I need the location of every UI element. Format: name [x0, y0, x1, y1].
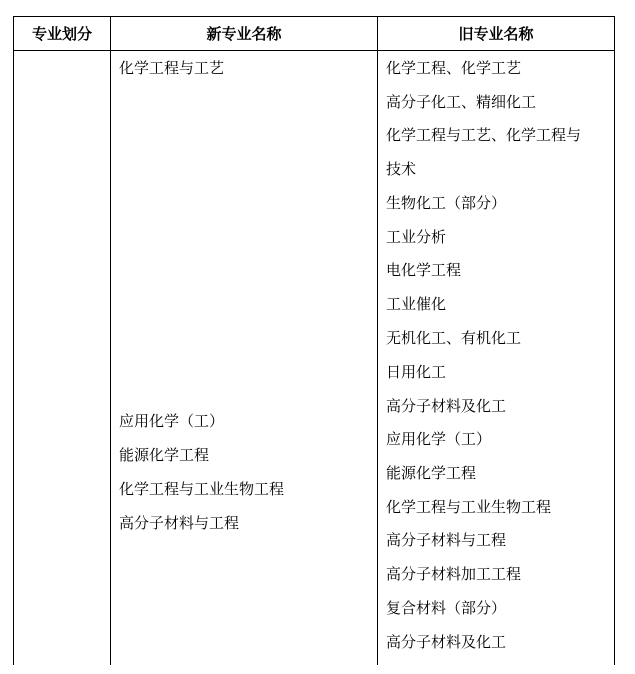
old-name-item: 生物化工（部分） — [386, 194, 507, 212]
old-name-item: 无机化工、有机化工 — [386, 329, 522, 347]
header-category: 专业划分 — [31, 25, 92, 43]
new-name-item: 化学工程与工业生物工程 — [119, 480, 285, 498]
old-name-item: 高分子材料加工工程 — [386, 565, 522, 583]
old-name-item: 工业催化 — [386, 295, 447, 313]
old-name-item: 应用化学（工） — [386, 430, 492, 448]
old-name-item: 高分子材料及化工 — [386, 633, 507, 651]
old-name-item: 技术 — [386, 160, 417, 178]
table-right-border — [614, 16, 615, 665]
table-left-border — [13, 16, 14, 665]
old-name-item: 能源化学工程 — [386, 464, 477, 482]
column-divider-1 — [110, 16, 111, 665]
old-name-item: 电化学工程 — [386, 261, 462, 279]
header-old-name: 旧专业名称 — [458, 25, 534, 43]
old-name-item: 复合材料（部分） — [386, 599, 507, 617]
new-name-item: 化学工程与工艺 — [119, 59, 225, 77]
column-divider-2 — [377, 16, 378, 665]
old-name-item: 化学工程与工业生物工程 — [386, 498, 552, 516]
old-name-item: 高分子材料与工程 — [386, 531, 507, 549]
header-bottom-border — [13, 50, 615, 51]
old-name-item: 高分子材料及化工 — [386, 397, 507, 415]
header-new-name: 新专业名称 — [206, 25, 282, 43]
old-name-item: 化学工程、化学工艺 — [386, 59, 522, 77]
new-name-item: 能源化学工程 — [119, 446, 210, 464]
old-name-item: 日用化工 — [386, 363, 447, 381]
old-name-item: 化学工程与工艺、化学工程与 — [386, 126, 582, 144]
old-name-item: 高分子化工、精细化工 — [386, 93, 537, 111]
new-name-item: 高分子材料与工程 — [119, 514, 240, 532]
major-table — [13, 14, 614, 674]
new-name-item: 应用化学（工） — [119, 412, 225, 430]
old-name-item: 工业分析 — [386, 228, 447, 246]
